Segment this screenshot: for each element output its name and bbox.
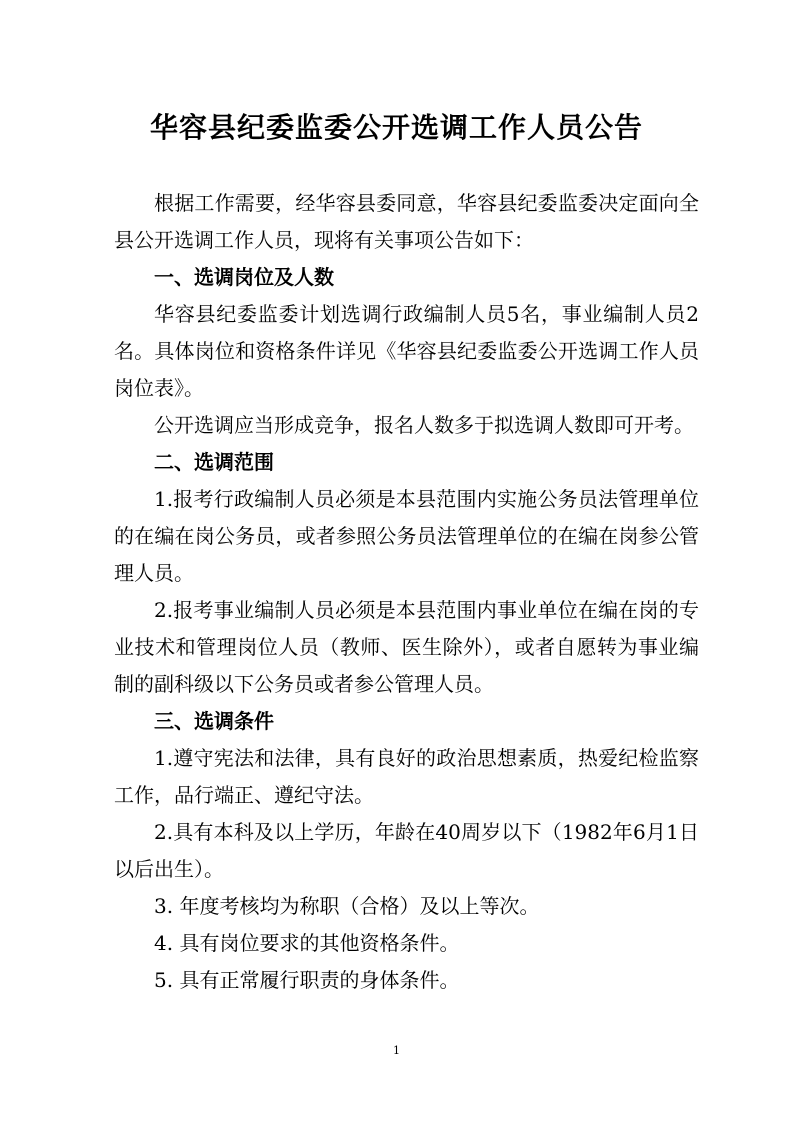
paragraph-scope-1: 1.报考行政编制人员必须是本县范围内实施公务员法管理单位的在编在岗公务员，或者参照公务员法管理单位的在编在岗参公管理人员。 (114, 487, 699, 585)
paragraph-condition-3: 3. 年度考核均为称职（合格）及以上等次。 (154, 894, 540, 918)
paragraph-condition-5: 5. 具有正常履行职责的身体条件。 (154, 968, 460, 992)
paragraph-condition-2: 2.具有本科及以上学历，年龄在40周岁以下（1982年6月1日以后出生）。 (114, 820, 699, 881)
section-heading-3: 三、选调条件 (154, 709, 274, 733)
paragraph-condition-1: 1.遵守宪法和法律，具有良好的政治思想素质，热爱纪检监察工作，品行端正、遵纪守法。 (114, 746, 699, 807)
section-heading-2: 二、选调范围 (154, 450, 274, 474)
page-number: 1 (393, 1044, 400, 1057)
paragraph-intro: 根据工作需要，经华容县委同意，华容县纪委监委决定面向全县公开选调工作人员，现将有关事项公告如下： (114, 191, 699, 252)
paragraph-condition-4: 4. 具有岗位要求的其他资格条件。 (154, 931, 460, 955)
document-body (114, 185, 699, 999)
section-heading-1: 一、选调岗位及人数 (154, 265, 334, 289)
paragraph-scope-2: 2.报考事业编制人员必须是本县范围内事业单位在编在岗的专业技术和管理岗位人员（教师、医生除外），或者自愿转为事业编制的副科级以下公务员或者参公管理人员。 (114, 598, 699, 696)
document-title: 华容县纪委监委公开选调工作人员公告 (149, 111, 643, 144)
paragraph-competition: 公开选调应当形成竞争，报名人数多于拟选调人数即可开考。 (154, 413, 694, 437)
paragraph-positions: 华容县纪委监委计划选调行政编制人员5名，事业编制人员2名。具体岗位和资格条件详见《华容县纪委监委公开选调工作人员岗位表》。 (114, 302, 699, 400)
